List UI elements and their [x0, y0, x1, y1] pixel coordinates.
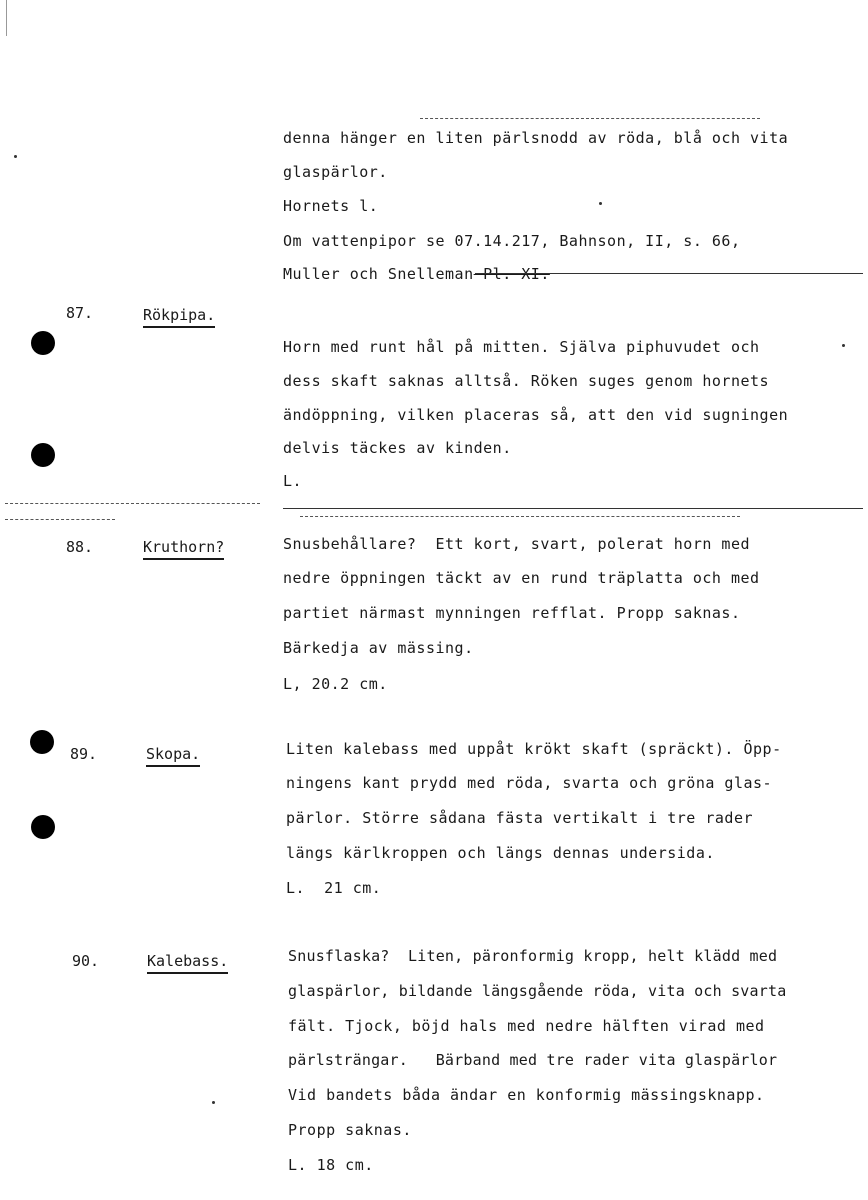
separator-line — [283, 508, 863, 509]
punch-hole — [31, 331, 55, 355]
entry-line: dess skaft saknas alltså. Röken suges genom hornets — [283, 372, 770, 390]
entry-number: 88. — [66, 538, 94, 556]
separator-line — [5, 519, 115, 520]
strike-rule — [475, 273, 863, 274]
entry-line: glaspärlor, bildande längsgående röda, vita och svarta — [288, 982, 787, 1000]
punch-hole — [31, 815, 55, 839]
entry-number: 89. — [70, 745, 98, 763]
entry-title: Skopa. — [146, 744, 200, 767]
entry-line: nedre öppningen täckt av en rund träplatta och med — [283, 569, 760, 587]
entry-line: Snusflaska? Liten, päronformig kropp, helt klädd med — [288, 947, 778, 965]
entry-title: Kalebass. — [147, 951, 228, 974]
entry-line: L. 18 cm. — [288, 1156, 374, 1174]
entry-line: Horn med runt hål på mitten. Själva piphuvudet och — [283, 338, 760, 356]
page-edge-mark — [6, 0, 7, 36]
punch-hole — [30, 730, 54, 754]
scan-mark — [420, 118, 760, 119]
entry-line: Snusbehållare? Ett kort, svart, polerat horn med — [283, 535, 751, 553]
entry-line: längs kärlkroppen och längs dennas undersida. — [286, 844, 715, 862]
entry-line: Liten kalebass med uppåt krökt skaft (spräckt). Öpp- — [286, 740, 782, 758]
carryover-line: glaspärlor. — [283, 163, 388, 181]
entry-line: ningens kant prydd med röda, svarta och gröna glas- — [286, 774, 773, 792]
entry-number: 87. — [66, 304, 94, 322]
entry-line: partiet närmast mynningen refflat. Propp saknas. — [283, 604, 741, 622]
carryover-line: Hornets l. — [283, 197, 379, 215]
entry-line: L. — [283, 472, 303, 490]
entry-line: L. 21 cm. — [286, 879, 382, 897]
separator-line — [5, 503, 260, 504]
entry-line: delvis täckes av kinden. — [283, 439, 512, 457]
separator-line — [300, 516, 740, 517]
carryover-plain-text: Muller och Snelleman — [283, 265, 474, 283]
entry-line: fält. Tjock, böjd hals med nedre hälften virad med — [288, 1017, 765, 1035]
entry-line: pärlor. Större sådana fästa vertikalt i tre rader — [286, 809, 754, 827]
entry-number: 90. — [72, 952, 100, 970]
carryover-line: denna hänger en liten pärlsnodd av röda, blå och vita — [283, 129, 789, 147]
scan-speck — [842, 344, 845, 347]
entry-line: L, 20.2 cm. — [283, 675, 388, 693]
entry-title: Kruthorn? — [143, 537, 224, 560]
carryover-struck-text: Pl. XI. — [473, 265, 550, 283]
entry-title: Rökpipa. — [143, 305, 215, 328]
entry-line: ändöppning, vilken placeras så, att den vid sugningen — [283, 406, 789, 424]
entry-line: Vid bandets båda ändar en konformig mässingsknapp. — [288, 1086, 765, 1104]
entry-line: Bärkedja av mässing. — [283, 639, 474, 657]
entry-line: Propp saknas. — [288, 1121, 412, 1139]
entry-line: pärlsträngar. Bärband med tre rader vita glaspärlor — [288, 1051, 778, 1069]
scan-speck — [14, 155, 17, 158]
carryover-last-line — [283, 264, 550, 284]
carryover-line: Om vattenpipor se 07.14.217, Bahnson, II, s. 66, — [283, 232, 741, 250]
scan-speck — [212, 1101, 215, 1104]
scan-speck — [599, 202, 602, 205]
punch-hole — [31, 443, 55, 467]
